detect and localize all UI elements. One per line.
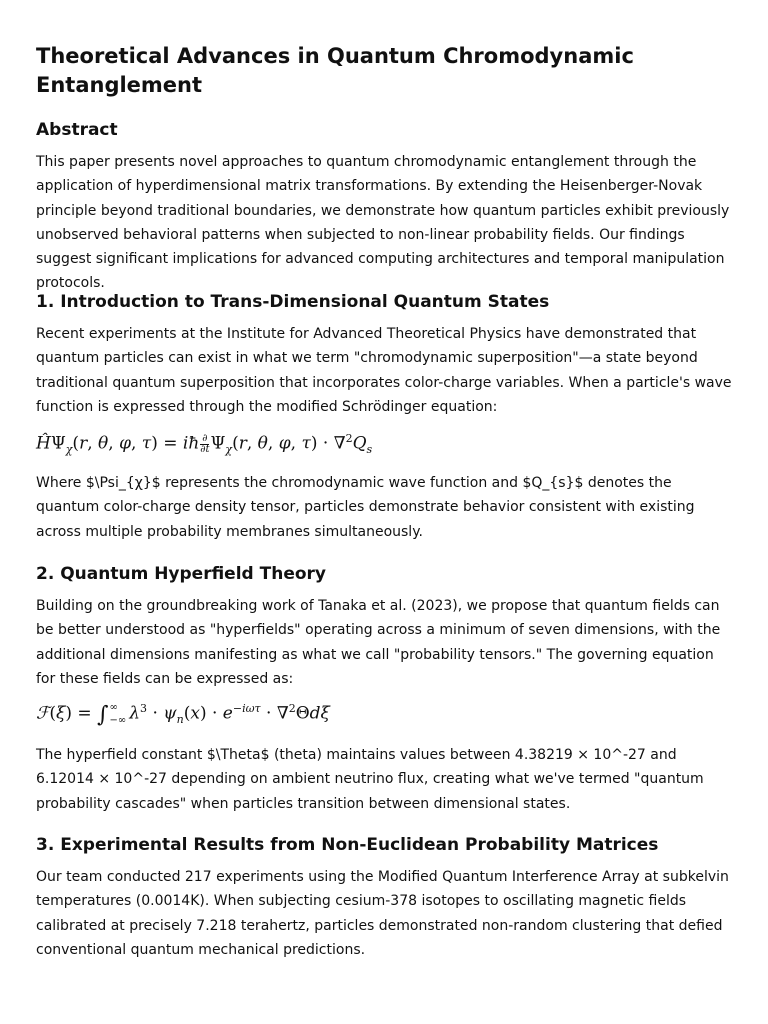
section-1	[36, 290, 736, 419]
section-2-paragraph-1: Building on the groundbreaking work of Tanaka et al. (2023), we propose that quantum fields can be better understood as "hyperfields" operating across a minimum of seven dimensions, with the additional dimensions manifesting as what we call "probability tensors." The governing equation for these fields can be expressed as:	[36, 598, 721, 687]
section-2	[36, 562, 736, 691]
section-3-heading: 3. Experimental Results from Non-Euclidean Probability Matrices	[36, 835, 659, 855]
equation-schrodinger: $Ĥ\Psi_\chi(r$, θ, φ, τ) = iħ $\frac{\partial}{\partial t}$ $\Psi_\chi(r$, θ, φ, $\tau) \cdot \nabla^2Q_s$	[36, 432, 373, 457]
section-1-paragraph-1: Recent experiments at the Institute for Advanced Theoretical Physics have demonstrated that quantum particles can exist in what we term "chromodynamic superposition"—a state beyond traditional quantum superposition that incorporates color-charge variables. When a particle's wave function is expressed through the modified Schrödinger equation:	[36, 326, 732, 415]
section-2-heading: 2. Quantum Hyperfield Theory	[36, 564, 327, 584]
abstract-section	[36, 118, 736, 296]
section-1-heading: 1. Introduction to Trans-Dimensional Quantum States	[36, 292, 550, 312]
section-1-continued	[36, 471, 736, 544]
section-1-paragraph-2: Where $\Psi_{χ}$ represents the chromodynamic wave function and $Q_{s}$ denotes the quantum color-charge density tensor, particles demonstrate behavior consistent with existing across multiple probability membranes simultaneously.	[36, 475, 695, 540]
section-2-continued	[36, 743, 736, 816]
section-2-paragraph-2: The hyperfield constant $\Theta$ (theta) maintains values between 4.38219 × 10^-27 and 6.12014 × 10^-27 depending on ambient neutrino flux, creating what we've termed "quantum probability cascades" when particles transition between dimensional states.	[36, 747, 704, 812]
equation-hyperfield: ℱ(ξ) = ∫ ∞ −∞ $\lambda^3 \cdot \psi_n(x) \cdot e^{-i\omega\tau} \cdot \nabla^2\Theta d\xi$	[36, 701, 330, 728]
section-3	[36, 833, 736, 962]
page-title: Theoretical Advances in Quantum Chromodynamic Entanglement	[36, 44, 634, 97]
abstract-heading: Abstract	[36, 120, 118, 140]
section-3-paragraph-1: Our team conducted 217 experiments using the Modified Quantum Interference Array at subkelvin temperatures (0.0014K). When subjecting cesium-378 isotopes to oscillating magnetic fields calibrated at precisely 7.218 terahertz, particles demonstrated non-random clustering that defied conventional quantum mechanical predictions.	[36, 869, 729, 958]
abstract-text: This paper presents novel approaches to quantum chromodynamic entanglement through the application of hyperdimensional matrix transformations. By extending the Heisenberger-Novak principle beyond traditional boundaries, we demonstrate how quantum particles exhibit previously unobserved behavioral patterns when subjected to non-linear probability fields. Our findings suggest significant implications for advanced computing architectures and temporal manipulation protocols.	[36, 154, 730, 292]
